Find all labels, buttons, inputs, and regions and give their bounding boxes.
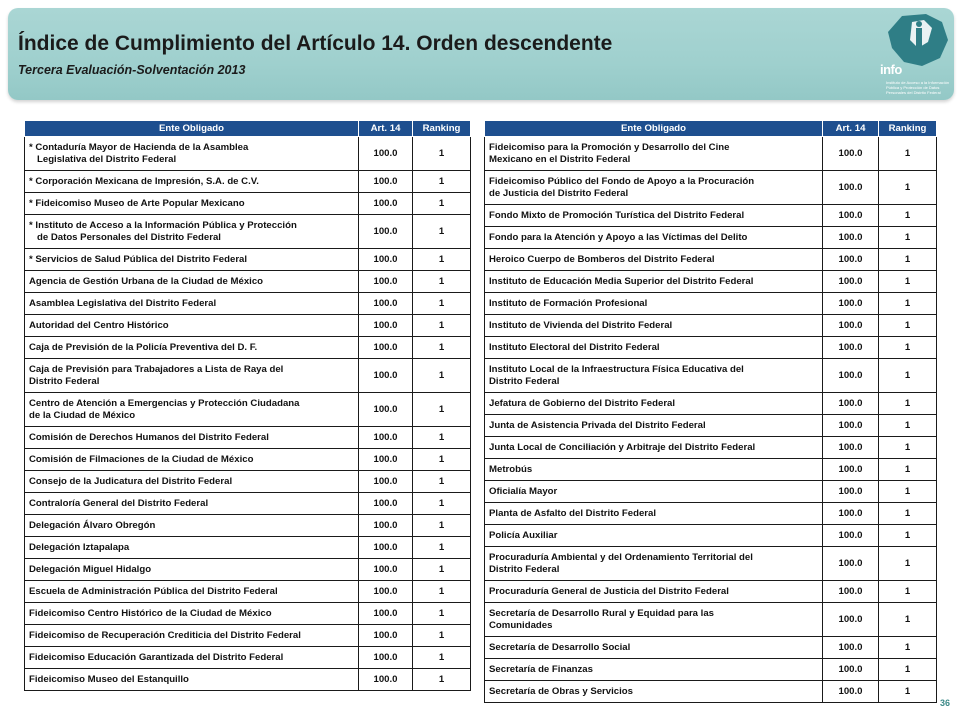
table-row [485, 603, 937, 637]
art14-score-cell: 100.0 [823, 659, 879, 681]
art14-score-cell: 100.0 [823, 315, 879, 337]
table-row [485, 249, 937, 271]
entity-name-cell [25, 393, 359, 427]
art14-score-cell: 100.0 [823, 525, 879, 547]
entity-name-cell: Policía Auxiliar [485, 525, 823, 547]
table-row [485, 315, 937, 337]
table-row [485, 359, 937, 393]
ranking-cell: 1 [413, 427, 471, 449]
entity-name-cell [25, 215, 359, 249]
ranking-cell: 1 [413, 171, 471, 193]
entity-name-cell: Delegación Iztapalapa [25, 537, 359, 559]
art14-score-cell: 100.0 [359, 647, 413, 669]
art14-score-cell: 100.0 [359, 293, 413, 315]
entity-name-cell: Comisión de Filmaciones de la Ciudad de México [25, 449, 359, 471]
art14-score-cell: 100.0 [359, 393, 413, 427]
entity-name-line-1: Fideicomiso para la Promoción y Desarrollo del Cine [489, 141, 730, 153]
entity-name-cell: Instituto de Vivienda del Distrito Federal [485, 315, 823, 337]
entity-name-cell [485, 359, 823, 393]
entity-name-cell: Delegación Álvaro Obregón [25, 515, 359, 537]
art14-score-cell: 100.0 [359, 493, 413, 515]
entity-name-cell: Fideicomiso de Recuperación Crediticia del Distrito Federal [25, 625, 359, 647]
ranking-cell: 1 [879, 503, 937, 525]
entity-name-cell: Planta de Asfalto del Distrito Federal [485, 503, 823, 525]
logo-wordmark: info [880, 62, 902, 77]
ranking-cell: 1 [879, 393, 937, 415]
ranking-cell: 1 [413, 249, 471, 271]
ranking-cell: 1 [879, 137, 937, 171]
table-row [25, 581, 471, 603]
art-column-header: Art. 14 [359, 121, 413, 137]
table-row [485, 337, 937, 359]
table-row [485, 293, 937, 315]
art14-score-cell: 100.0 [359, 625, 413, 647]
ranking-cell: 1 [879, 525, 937, 547]
ranking-cell: 1 [879, 359, 937, 393]
table-row [25, 471, 471, 493]
table-row [485, 525, 937, 547]
table-row [25, 493, 471, 515]
entity-name-line-2: de Datos Personales del Distrito Federal [37, 231, 221, 243]
entity-name-cell: Instituto Electoral del Distrito Federal [485, 337, 823, 359]
entity-name-cell: Contraloría General del Distrito Federal [25, 493, 359, 515]
entity-name-cell [485, 603, 823, 637]
table-row [485, 393, 937, 415]
entity-name-line-1: * Instituto de Acceso a la Información Pública y Protección [29, 219, 297, 231]
art14-score-cell: 100.0 [359, 449, 413, 471]
ranking-cell: 1 [879, 315, 937, 337]
entity-name-cell: Autoridad del Centro Histórico [25, 315, 359, 337]
ranking-cell: 1 [413, 537, 471, 559]
ranking-cell: 1 [413, 393, 471, 427]
table-row [25, 271, 471, 293]
entity-name-line-1: Procuraduría Ambiental y del Ordenamiento Territorial del [489, 551, 753, 563]
entity-name-cell: Secretaría de Desarrollo Social [485, 637, 823, 659]
entity-name-cell: Fondo Mixto de Promoción Turística del Distrito Federal [485, 205, 823, 227]
table-row [485, 581, 937, 603]
table-row [25, 359, 471, 393]
table-row [25, 137, 471, 171]
ranking-cell: 1 [413, 559, 471, 581]
ranking-column-header: Ranking [879, 121, 937, 137]
art14-score-cell: 100.0 [359, 581, 413, 603]
art14-score-cell: 100.0 [359, 669, 413, 691]
table-row [485, 437, 937, 459]
entity-name-cell: Fideicomiso Museo del Estanquillo [25, 669, 359, 691]
art14-score-cell: 100.0 [823, 581, 879, 603]
art14-score-cell: 100.0 [823, 415, 879, 437]
art14-score-cell: 100.0 [359, 559, 413, 581]
entity-name-cell: Jefatura de Gobierno del Distrito Federal [485, 393, 823, 415]
ranking-cell: 1 [879, 681, 937, 703]
ranking-column-header: Ranking [413, 121, 471, 137]
entity-name-cell [485, 137, 823, 171]
art14-score-cell: 100.0 [359, 249, 413, 271]
art14-score-cell: 100.0 [359, 537, 413, 559]
table-row [485, 681, 937, 703]
entity-name-cell: Fondo para la Atención y Apoyo a las Víctimas del Delito [485, 227, 823, 249]
entity-name-cell: * Servicios de Salud Pública del Distrito Federal [25, 249, 359, 271]
art14-score-cell: 100.0 [359, 359, 413, 393]
ranking-cell: 1 [413, 315, 471, 337]
table-row [485, 659, 937, 681]
ranking-cell: 1 [413, 515, 471, 537]
ranking-cell: 1 [879, 337, 937, 359]
art14-score-cell: 100.0 [823, 137, 879, 171]
ranking-cell: 1 [879, 271, 937, 293]
page-title: Índice de Cumplimiento del Artículo 14. Orden descendente [18, 32, 613, 55]
table-row [25, 249, 471, 271]
ranking-cell: 1 [879, 459, 937, 481]
entity-name-cell [25, 137, 359, 171]
table-row [25, 337, 471, 359]
page-number: 36 [939, 698, 950, 708]
table-row [25, 559, 471, 581]
ranking-cell: 1 [413, 625, 471, 647]
entity-name-cell: * Fideicomiso Museo de Arte Popular Mexicano [25, 193, 359, 215]
entity-name-cell: * Corporación Mexicana de Impresión, S.A. de C.V. [25, 171, 359, 193]
table-row [485, 415, 937, 437]
left-ranking-table [24, 120, 471, 691]
ranking-cell: 1 [413, 359, 471, 393]
entity-name-cell: Fideicomiso Centro Histórico de la Ciudad de México [25, 603, 359, 625]
art14-score-cell: 100.0 [823, 637, 879, 659]
art14-score-cell: 100.0 [359, 427, 413, 449]
table-row [25, 625, 471, 647]
entity-name-cell: Escuela de Administración Pública del Distrito Federal [25, 581, 359, 603]
table-header-row [485, 121, 937, 137]
art14-score-cell: 100.0 [823, 359, 879, 393]
ranking-cell: 1 [879, 205, 937, 227]
art14-score-cell: 100.0 [823, 603, 879, 637]
table-row [485, 547, 937, 581]
right-ranking-table [484, 120, 937, 703]
entity-name-cell: Comisión de Derechos Humanos del Distrito Federal [25, 427, 359, 449]
table-row [485, 503, 937, 525]
table-row [25, 171, 471, 193]
entity-name-line-1: Instituto Local de la Infraestructura Física Educativa del [489, 363, 744, 375]
art14-score-cell: 100.0 [823, 271, 879, 293]
entity-name-line-1: Centro de Atención a Emergencias y Protección Ciudadana [29, 397, 300, 409]
art14-score-cell: 100.0 [823, 459, 879, 481]
art14-score-cell: 100.0 [359, 271, 413, 293]
ranking-cell: 1 [879, 637, 937, 659]
art-column-header: Art. 14 [823, 121, 879, 137]
entity-column-header: Ente Obligado [485, 121, 823, 137]
table-header-row [25, 121, 471, 137]
table-row [25, 393, 471, 427]
table-row [485, 137, 937, 171]
table-row [25, 293, 471, 315]
table-row [485, 271, 937, 293]
art14-score-cell: 100.0 [359, 471, 413, 493]
entity-name-cell: Junta Local de Conciliación y Arbitraje del Distrito Federal [485, 437, 823, 459]
ranking-cell: 1 [413, 471, 471, 493]
ranking-cell: 1 [879, 603, 937, 637]
entity-name-cell: Secretaría de Obras y Servicios [485, 681, 823, 703]
table-row [25, 193, 471, 215]
ranking-cell: 1 [879, 293, 937, 315]
entity-name-line-2: Comunidades [489, 619, 553, 631]
table-row [25, 427, 471, 449]
art14-score-cell: 100.0 [823, 337, 879, 359]
art14-score-cell: 100.0 [359, 315, 413, 337]
ranking-cell: 1 [413, 603, 471, 625]
table-row [25, 669, 471, 691]
table-row [25, 537, 471, 559]
ranking-cell: 1 [413, 449, 471, 471]
table-row [25, 215, 471, 249]
ranking-cell: 1 [879, 171, 937, 205]
ranking-cell: 1 [413, 581, 471, 603]
ranking-cell: 1 [879, 227, 937, 249]
art14-score-cell: 100.0 [823, 547, 879, 581]
entity-name-cell: Caja de Previsión de la Policía Preventiva del D. F. [25, 337, 359, 359]
logo-caption: Instituto de Acceso a la Información Pública y Protección de Datos Personales del Distrito Federal [886, 80, 950, 95]
ranking-cell: 1 [879, 415, 937, 437]
table-row [485, 171, 937, 205]
art14-score-cell: 100.0 [823, 293, 879, 315]
entity-name-cell: Secretaría de Finanzas [485, 659, 823, 681]
entity-name-line-2: Mexicano en el Distrito Federal [489, 153, 631, 165]
entity-name-cell: Oficialía Mayor [485, 481, 823, 503]
entity-name-cell: Instituto de Educación Media Superior del Distrito Federal [485, 271, 823, 293]
ranking-cell: 1 [879, 249, 937, 271]
ranking-cell: 1 [413, 493, 471, 515]
art14-score-cell: 100.0 [823, 205, 879, 227]
table-row [485, 481, 937, 503]
table-row [25, 449, 471, 471]
entity-name-cell [485, 547, 823, 581]
table-row [485, 637, 937, 659]
ranking-cell: 1 [879, 659, 937, 681]
entity-name-line-2: de la Ciudad de México [29, 409, 136, 421]
art14-score-cell: 100.0 [359, 171, 413, 193]
entity-name-line-1: Caja de Previsión para Trabajadores a Lista de Raya del [29, 363, 284, 375]
entity-name-line-1: Fideicomiso Público del Fondo de Apoyo a la Procuración [489, 175, 755, 187]
art14-score-cell: 100.0 [823, 171, 879, 205]
table-row [485, 459, 937, 481]
ranking-cell: 1 [879, 547, 937, 581]
ranking-cell: 1 [413, 215, 471, 249]
art14-score-cell: 100.0 [823, 227, 879, 249]
table-row [25, 603, 471, 625]
entity-name-cell: Agencia de Gestión Urbana de la Ciudad de México [25, 271, 359, 293]
table-row [25, 515, 471, 537]
art14-score-cell: 100.0 [359, 193, 413, 215]
art14-score-cell: 100.0 [823, 393, 879, 415]
entity-name-cell: Junta de Asistencia Privada del Distrito Federal [485, 415, 823, 437]
ranking-cell: 1 [413, 293, 471, 315]
page-subtitle: Tercera Evaluación-Solventación 2013 [18, 63, 246, 77]
art14-score-cell: 100.0 [359, 515, 413, 537]
ranking-cell: 1 [413, 669, 471, 691]
ranking-cell: 1 [413, 647, 471, 669]
table-row [485, 227, 937, 249]
art14-score-cell: 100.0 [359, 215, 413, 249]
table-row [485, 205, 937, 227]
entity-column-header: Ente Obligado [25, 121, 359, 137]
entity-name-line-2: Distrito Federal [489, 563, 560, 575]
art14-score-cell: 100.0 [359, 337, 413, 359]
entity-name-cell: Delegación Miguel Hidalgo [25, 559, 359, 581]
ranking-cell: 1 [413, 193, 471, 215]
entity-name-line-2: Distrito Federal [489, 375, 560, 387]
entity-name-cell: Asamblea Legislativa del Distrito Federal [25, 293, 359, 315]
ranking-cell: 1 [413, 137, 471, 171]
entity-name-cell [485, 171, 823, 205]
art14-score-cell: 100.0 [823, 249, 879, 271]
ranking-cell: 1 [879, 437, 937, 459]
entity-name-cell: Instituto de Formación Profesional [485, 293, 823, 315]
ranking-cell: 1 [879, 581, 937, 603]
entity-name-line-2: de Justicia del Distrito Federal [489, 187, 629, 199]
art14-score-cell: 100.0 [823, 503, 879, 525]
ranking-cell: 1 [413, 271, 471, 293]
entity-name-cell [25, 359, 359, 393]
table-row [25, 315, 471, 337]
art14-score-cell: 100.0 [359, 603, 413, 625]
entity-name-cell: Consejo de la Judicatura del Distrito Federal [25, 471, 359, 493]
ranking-cell: 1 [879, 481, 937, 503]
entity-name-cell: Fideicomiso Educación Garantizada del Distrito Federal [25, 647, 359, 669]
entity-name-cell: Heroico Cuerpo de Bomberos del Distrito Federal [485, 249, 823, 271]
entity-name-line-2: Legislativa del Distrito Federal [37, 153, 177, 165]
entity-name-line-1: Secretaría de Desarrollo Rural y Equidad para las [489, 607, 715, 619]
art14-score-cell: 100.0 [823, 681, 879, 703]
entity-name-cell: Procuraduría General de Justicia del Distrito Federal [485, 581, 823, 603]
art14-score-cell: 100.0 [823, 437, 879, 459]
entity-name-line-1: * Contaduría Mayor de Hacienda de la Asamblea [29, 141, 249, 153]
ranking-cell: 1 [413, 337, 471, 359]
art14-score-cell: 100.0 [823, 481, 879, 503]
entity-name-cell: Metrobús [485, 459, 823, 481]
art14-score-cell: 100.0 [359, 137, 413, 171]
table-row [25, 647, 471, 669]
entity-name-line-2: Distrito Federal [29, 375, 100, 387]
